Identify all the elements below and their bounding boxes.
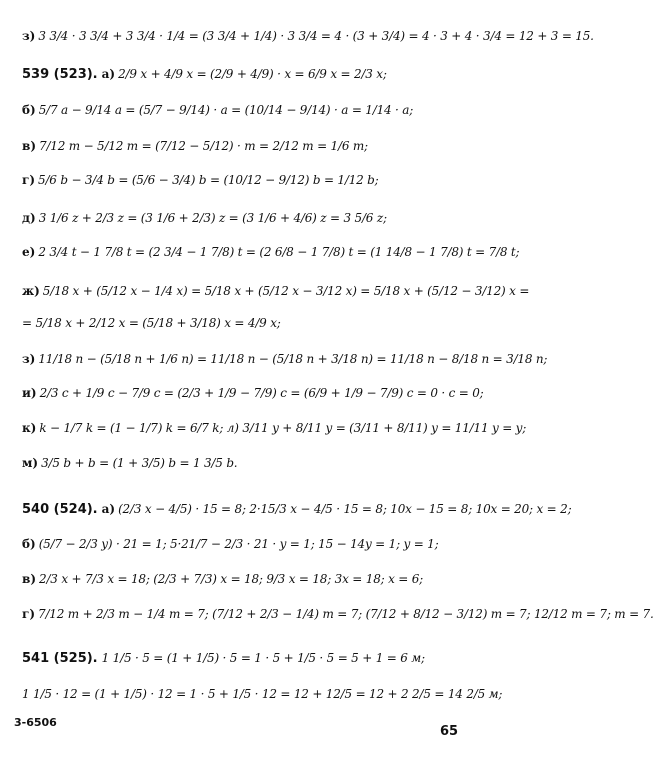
solution-line [22, 606, 654, 622]
problem-number: 540 (524). [22, 502, 98, 517]
solution-line [22, 351, 548, 367]
equation-text: 5/7 a − 9/14 a = (5/7 − 9/14) · a = (10/14 − 9/14) · a = 1/14 · a; [38, 103, 414, 117]
solution-line [22, 455, 462, 471]
solution-line [22, 210, 462, 226]
solution-line [22, 571, 462, 587]
item-label: а) [101, 67, 116, 81]
item-label: е) [22, 245, 36, 259]
item-label: а) [101, 502, 116, 516]
item-label: б) [22, 537, 36, 551]
equation-text: 3 3/4 · 3 3/4 + 3 3/4 · 1/4 = (3 3/4 + 1/4) · 3 3/4 = 4 · (3 + 3/4) = 4 · 3 + 4 · 3/4 = 12 + 3 = 15. [38, 29, 594, 43]
equation-text: (5/7 − 2/3 y) · 21 = 1; 5·21/7 − 2/3 · 21 · y = 1; 15 − 14y = 1; y = 1; [38, 537, 439, 551]
item-label: з) [22, 352, 36, 366]
solution-line [22, 501, 572, 518]
equation-text: 3 1/6 z + 2/3 z = (3 1/6 + 2/3) z = (3 1/6 + 4/6) z = 3 5/6 z; [38, 211, 387, 225]
solution-line [22, 385, 484, 401]
item-label: м) [22, 456, 39, 470]
equation-text: 1 1/5 · 5 = (1 + 1/5) · 5 = 1 · 5 + 1/5 · 5 = 5 + 1 = 6 м; [101, 651, 425, 665]
equation-text: 2 3/4 t − 1 7/8 t = (2 3/4 − 1 7/8) t = (2 6/8 − 1 7/8) t = (1 14/8 − 1 7/8) t = 7/8 t; [38, 245, 520, 259]
equation-text: = 5/18 x + 2/12 x = (5/18 + 3/18) x = 4/9 x; [22, 316, 281, 330]
solution-line [22, 315, 462, 331]
item-label: в) [22, 139, 37, 153]
equation-text: 5/6 b − 3/4 b = (5/6 − 3/4) b = (10/12 − 9/12) b = 1/12 b; [38, 173, 379, 187]
solution-line [22, 172, 462, 188]
item-label: г) [22, 607, 36, 621]
page-number: 65 [440, 724, 459, 739]
item-label: б) [22, 103, 36, 117]
equation-text: 2/9 x + 4/9 x = (2/9 + 4/9) · x = 6/9 x = 2/3 x; [118, 67, 387, 81]
equation-text: (2/3 x − 4/5) · 15 = 8; 2·15/3 x − 4/5 · 15 = 8; 10x − 15 = 8; 10x = 20; x = 2; [118, 502, 572, 516]
solution-line [22, 650, 462, 667]
item-label: ж) [22, 284, 40, 298]
item-label: к) [22, 421, 37, 435]
equation-text: 11/18 n − (5/18 n + 1/6 n) = 11/18 n − (5/18 n + 3/18 n) = 11/18 n − 8/18 n = 3/18 n; [38, 352, 548, 366]
equation-text: 1 1/5 · 12 = (1 + 1/5) · 12 = 1 · 5 + 1/5 · 12 = 12 + 12/5 = 12 + 2 2/5 = 14 2/5 м; [22, 687, 503, 701]
equation-text: 7/12 m − 5/12 m = (7/12 − 5/12) · m = 2/12 m = 1/6 m; [39, 139, 368, 153]
item-label: з) [22, 29, 36, 43]
solution-line [22, 420, 527, 436]
item-label: г) [22, 173, 36, 187]
solution-line [22, 244, 520, 260]
problem-number: 541 (525). [22, 651, 98, 666]
equation-text: 5/18 x + (5/12 x − 1/4 x) = 5/18 x + (5/12 x − 3/12 x) = 5/18 x + (5/12 − 3/12) x = [42, 284, 530, 298]
solution-line [22, 283, 530, 299]
equation-text: 2/3 c + 1/9 c − 7/9 c = (2/3 + 1/9 − 7/9) c = (6/9 + 1/9 − 7/9) c = 0 · c = 0; [39, 386, 484, 400]
solution-line [22, 102, 462, 118]
item-label: и) [22, 386, 37, 400]
solution-line [22, 138, 462, 154]
solution-line [22, 536, 462, 552]
equation-text: k − 1/7 k = (1 − 1/7) k = 6/7 k; л) 3/11 y + 8/11 y = (3/11 + 8/11) y = 11/11 y = y; [39, 421, 527, 435]
solution-line [22, 28, 594, 44]
item-label: в) [22, 572, 37, 586]
print-code: 3-6506 [14, 716, 57, 729]
solution-line [22, 686, 503, 702]
equation-text: 3/5 b + b = (1 + 3/5) b = 1 3/5 b. [41, 456, 238, 470]
problem-number: 539 (523). [22, 67, 98, 82]
solution-line [22, 66, 462, 83]
equation-text: 2/3 x + 7/3 x = 18; (2/3 + 7/3) x = 18; 9/3 x = 18; 3x = 18; x = 6; [39, 572, 424, 586]
equation-text: 7/12 m + 2/3 m − 1/4 m = 7; (7/12 + 2/3 − 1/4) m = 7; (7/12 + 8/12 − 3/12) m = 7; 12/12 m = 7; m = 7. [38, 607, 654, 621]
item-label: д) [22, 211, 36, 225]
